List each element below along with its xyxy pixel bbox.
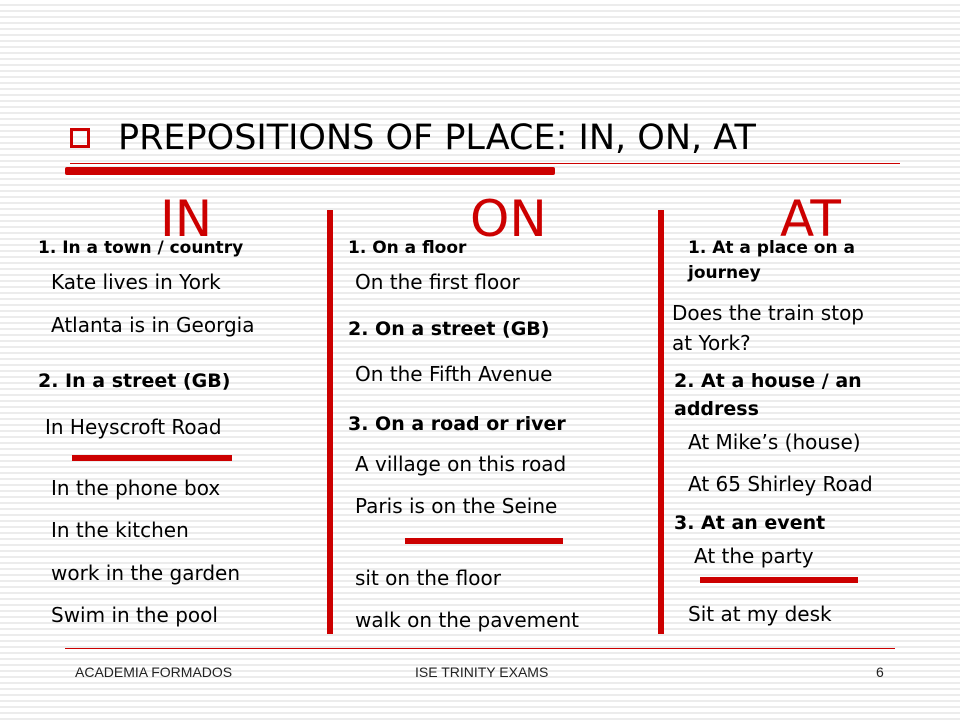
in-example: Swim in the pool (51, 603, 218, 627)
on-rule-3: 3. On a road or river (348, 413, 566, 435)
on-example: On the Fifth Avenue (355, 362, 553, 386)
column-divider-1 (327, 210, 333, 634)
column-divider-2 (658, 210, 664, 634)
on-example: Paris is on the Seine (355, 494, 558, 518)
in-example: In the kitchen (51, 518, 189, 542)
at-example: At 65 Shirley Road (688, 472, 873, 496)
at-example: At Mike’s (house) (688, 430, 861, 454)
heading-at: AT (780, 190, 841, 248)
on-rule-1: 1. On a floor (348, 238, 467, 258)
on-example: On the first floor (355, 270, 520, 294)
on-example: A village on this road (355, 452, 567, 476)
at-rule-1-cont: journey (688, 263, 761, 283)
slide-title: PREPOSITIONS OF PLACE: IN, ON, AT (118, 118, 756, 158)
heading-on: ON (470, 190, 547, 248)
footer-left: ACADEMIA FORMADOS (75, 664, 233, 680)
footer-center: ISE TRINITY EXAMS (415, 664, 549, 680)
on-rule-2: 2. On a street (GB) (348, 318, 550, 340)
at-example: Does the train stop (672, 301, 865, 325)
at-rule-2: 2. At a house / an (674, 370, 862, 392)
in-separator (72, 455, 232, 461)
in-example: Kate lives in York (51, 270, 221, 294)
at-example: At the party (694, 544, 814, 568)
at-separator (700, 577, 858, 583)
in-rule-1: 1. In a town / country (38, 238, 244, 258)
title-underline-thin (70, 163, 900, 164)
at-example: Sit at my desk (688, 602, 832, 626)
footer-rule (65, 648, 895, 649)
at-rule-2-cont: address (674, 398, 759, 420)
title-underline-thick (65, 167, 555, 175)
page-number: 6 (876, 664, 884, 680)
on-separator (405, 538, 563, 544)
on-example: walk on the pavement (355, 608, 579, 632)
in-example: Atlanta is in Georgia (51, 313, 255, 337)
at-example: at York? (672, 331, 751, 355)
in-example: work in the garden (51, 561, 241, 585)
at-rule-3: 3. At an event (674, 512, 826, 534)
in-example: In Heyscroft Road (45, 415, 222, 439)
title-bullet-icon (70, 128, 90, 148)
in-example: In the phone box (51, 476, 221, 500)
at-rule-1: 1. At a place on a (688, 238, 855, 258)
on-example: sit on the floor (355, 566, 501, 590)
in-rule-2: 2. In a street (GB) (38, 370, 231, 392)
heading-in: IN (160, 190, 213, 248)
